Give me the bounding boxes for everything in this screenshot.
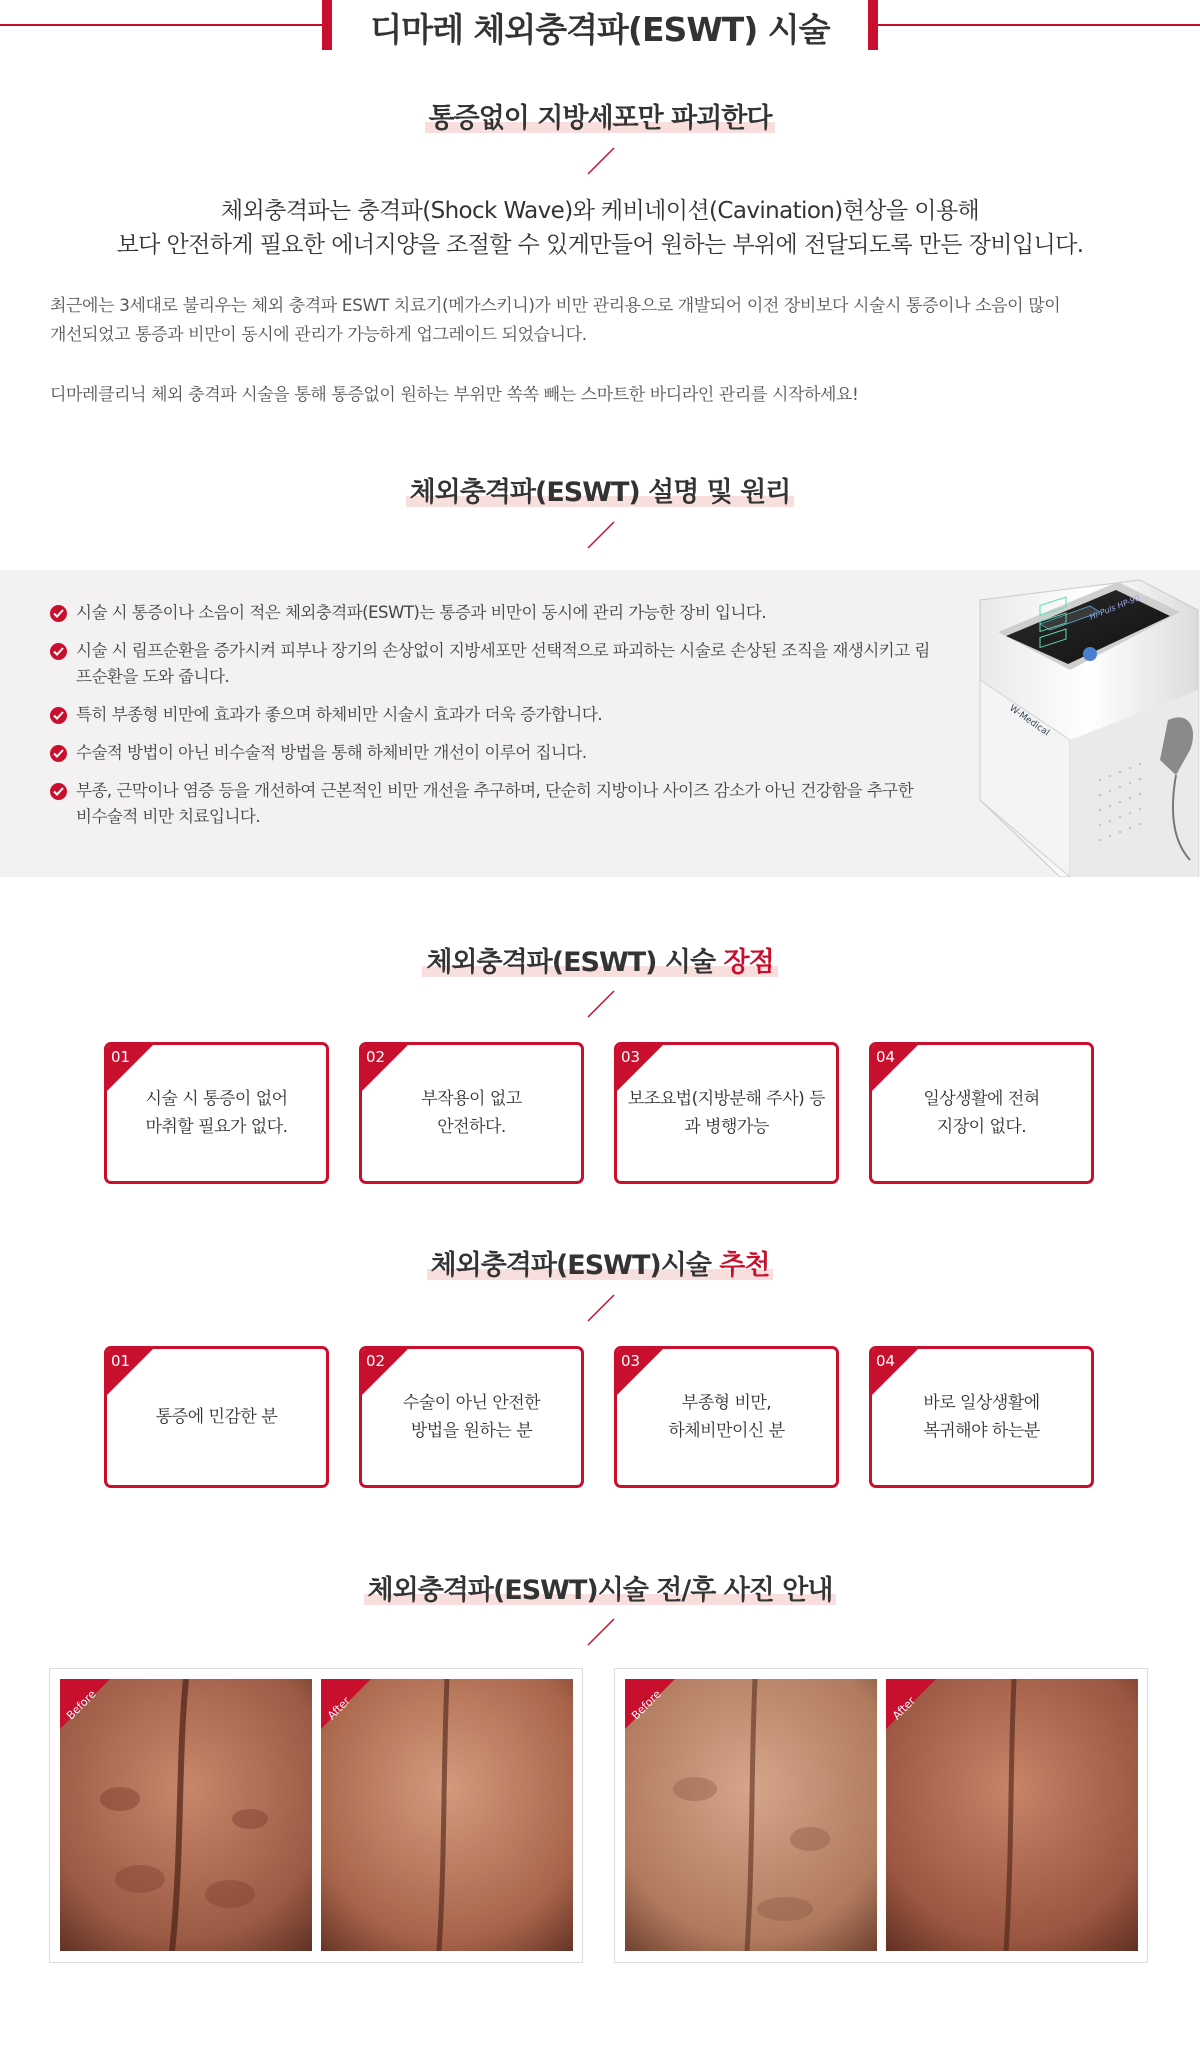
principle-heading: 체외충격파(ESWT) 설명 및 원리 <box>0 470 1200 509</box>
recommend-card: 04 바로 일상생활에 복귀해야 하는분 <box>869 1346 1094 1488</box>
photos-heading: 체외충격파(ESWT)시술 전/후 사진 안내 <box>0 1568 1200 1607</box>
intro-heading: 통증없이 지방세포만 파괴한다 <box>0 96 1200 135</box>
intro-cta-text: 디마레클리닉 체외 충격파 시술을 통해 통증없이 원하는 부위만 쏙쏙 빼는 스마트한 바디라인 관리를 시작하세요! <box>50 385 859 405</box>
title-rule-right <box>878 24 1200 26</box>
before-after-set-1 <box>49 1668 583 1963</box>
recommend-card: 03 부종형 비만, 하체비만이신 분 <box>614 1346 839 1488</box>
advantages-heading: 체외충격파(ESWT) 시술 장점 <box>0 940 1200 979</box>
check-circle-icon <box>50 605 67 622</box>
list-item: 수술적 방법이 아닌 비수술적 방법을 통해 하체비만 개선이 이루어 집니다. <box>50 740 930 766</box>
check-circle-icon <box>50 643 67 660</box>
page-title: 디마레 체외충격파(ESWT) 시술 <box>370 10 830 49</box>
before-photo: Before <box>60 1679 312 1951</box>
title-rule-left <box>0 24 322 26</box>
device-brand-label: W-Medical <box>1007 703 1051 739</box>
principle-panel <box>0 570 1200 877</box>
after-photo: After <box>321 1679 573 1951</box>
recommend-heading: 체외충격파(ESWT)시술 추천 <box>0 1243 1200 1282</box>
principle-list <box>50 600 930 842</box>
advantages-cards <box>104 1042 1096 1184</box>
recommend-card: 02 수술이 아닌 안전한 방법을 원하는 분 <box>359 1346 584 1488</box>
advantage-card: 03 보조요법(지방분해 주사) 등 과 병행가능 <box>614 1042 839 1184</box>
title-bar-left <box>322 0 332 50</box>
slash-icon <box>587 1618 615 1646</box>
check-circle-icon <box>50 707 67 724</box>
before-after-set-2 <box>614 1668 1148 1963</box>
slash-icon <box>587 521 615 549</box>
advantage-card: 02 부작용이 없고 안전하다. <box>359 1042 584 1184</box>
list-item: 부종, 근막이나 염증 등을 개선하여 근본적인 비만 개선을 추구하며, 단순히 지방이나 사이즈 감소가 아닌 건강함을 추구한 비수술적 비만 치료입니다. <box>50 778 930 830</box>
title-bar-right <box>868 0 878 50</box>
list-item: 시술 시 림프순환을 증가시켜 피부나 장기의 손상없이 지방세포만 선택적으로 파괴하는 시술로 손상된 조직을 재생시키고 림프순환을 도와 줍니다. <box>50 638 930 690</box>
intro-main-text: 체외충격파는 충격파(Shock Wave)와 케비네이션(Cavination)현상을 이용해 보다 안전하게 필요한 에너지양을 조절할 수 있게만들어 원하는 부위에 전달되도록 만든 장비입니다. <box>116 198 1084 258</box>
device-model-label: Hi-Puls HP-90 <box>1088 593 1142 622</box>
list-item: 시술 시 통증이나 소음이 적은 체외충격파(ESWT)는 통증과 비만이 동시에 관리 가능한 장비 입니다. <box>50 600 930 626</box>
top-title-bar <box>0 0 1200 50</box>
advantage-card: 01 시술 시 통증이 없어 마취할 필요가 없다. <box>104 1042 329 1184</box>
check-circle-icon <box>50 783 67 800</box>
list-item: 특히 부종형 비만에 효과가 좋으며 하체비만 시술시 효과가 더욱 증가합니다. <box>50 702 930 728</box>
slash-icon <box>587 1294 615 1322</box>
slash-icon <box>587 147 615 175</box>
recommend-card: 01 통증에 민감한 분 <box>104 1346 329 1488</box>
before-photo: Before <box>625 1679 877 1951</box>
check-circle-icon <box>50 745 67 762</box>
slash-icon <box>587 990 615 1018</box>
after-photo: After <box>886 1679 1138 1951</box>
recommend-cards <box>104 1346 1096 1488</box>
intro-sub-text: 최근에는 3세대로 불리우는 체외 충격파 ESWT 치료기(메가스키니)가 비만 관리용으로 개발되어 이전 장비보다 시술시 통증이나 소음이 많이 개선되었고 통증과 비만이 동시에 관리가 가능하게 업그레이드 되었습니다. <box>50 296 1061 345</box>
advantage-card: 04 일상생활에 전혀 지장이 없다. <box>869 1042 1094 1184</box>
eswt-device-image <box>940 570 1200 877</box>
